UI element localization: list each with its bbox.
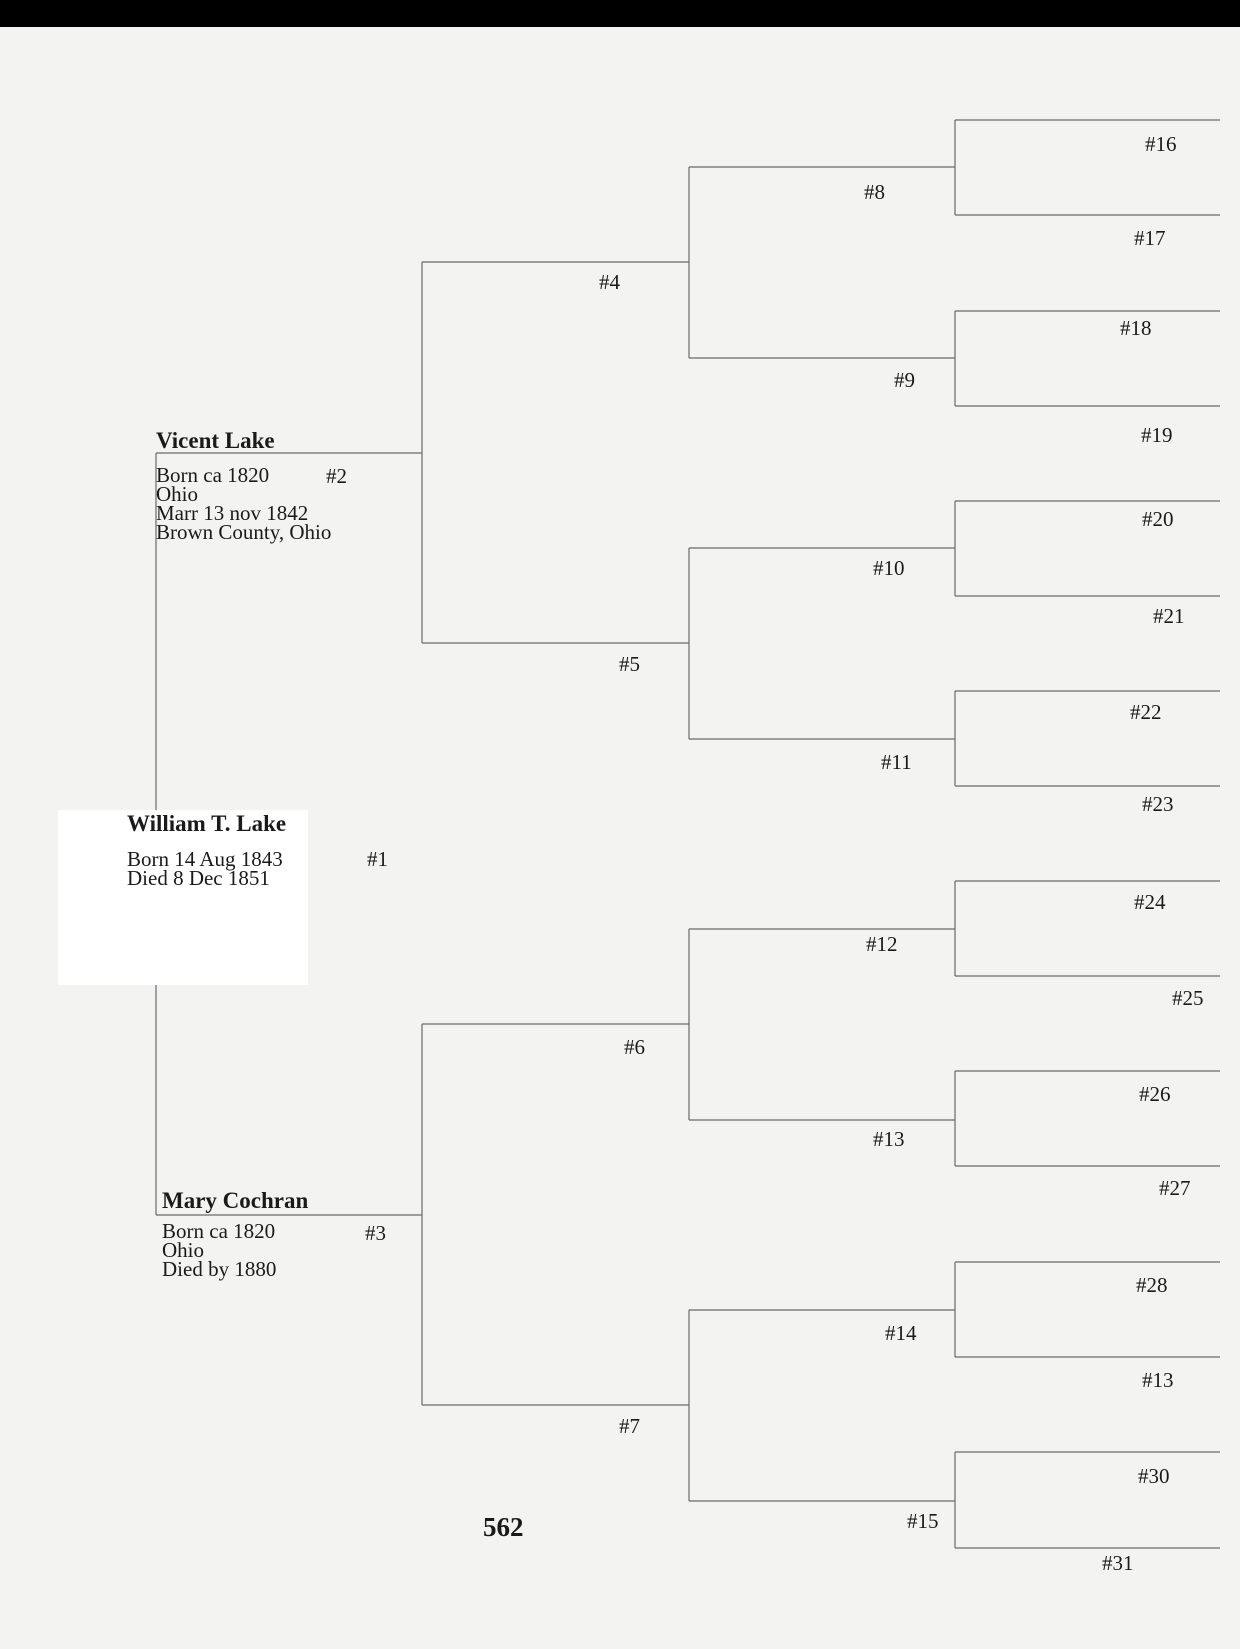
ancestor-label: #8 [864,180,885,204]
person3-born: Born ca 1820 [162,1219,276,1243]
person3-number: #3 [365,1221,386,1245]
ancestor-label: #7 [619,1414,640,1438]
ancestor-label: #24 [1134,890,1166,914]
ancestor-label: #9 [894,368,915,392]
page-number: 562 [483,1512,524,1542]
person1-name: William T. Lake [127,811,287,836]
person3-name: Mary Cochran [162,1188,309,1213]
person2-marriage: Marr 13 nov 1842 [156,501,309,525]
person1-born: Born 14 Aug 1843 [127,847,283,871]
ancestor-label: #6 [624,1035,645,1059]
ancestor-label: #21 [1153,604,1185,628]
person2-born: Born ca 1820 [156,463,270,487]
person3-died: Died by 1880 [162,1257,277,1281]
ancestor-label: #23 [1142,792,1174,816]
ancestor-label: #5 [619,652,640,676]
person2-name: Vicent Lake [156,428,275,453]
ancestor-label: #11 [881,750,912,774]
ancestor-label: #25 [1172,986,1204,1010]
ancestor-label: #27 [1159,1176,1191,1200]
ancestor-label: #28 [1136,1273,1168,1297]
person2-place: Ohio [156,482,198,506]
person1-number: #1 [367,847,388,871]
ancestor-label: #30 [1138,1464,1170,1488]
person2-number: #2 [326,464,347,488]
ancestor-label: #18 [1120,316,1152,340]
ancestor-label: #17 [1134,226,1166,250]
ancestor-label: #10 [873,556,905,580]
person3-details [162,1219,277,1281]
ancestor-label: #22 [1130,700,1162,724]
ancestor-label: #20 [1142,507,1174,531]
ancestor-label: #12 [866,932,898,956]
ancestor-label: #14 [885,1321,917,1345]
ancestor-label: #19 [1141,423,1173,447]
ancestor-label: #26 [1139,1082,1171,1106]
person2-details [156,463,332,544]
person3-place: Ohio [162,1238,204,1262]
person2-marriage-place: Brown County, Ohio [156,520,332,544]
ancestor-label: #13 [873,1127,905,1151]
ancestor-label: #13 [1142,1368,1174,1392]
person1-details [127,847,283,890]
ancestor-label: #31 [1102,1551,1134,1575]
ancestor-label: #15 [907,1509,939,1533]
ancestor-label: #4 [599,270,620,294]
ancestor-label: #16 [1145,132,1177,156]
person1-died: Died 8 Dec 1851 [127,866,270,890]
